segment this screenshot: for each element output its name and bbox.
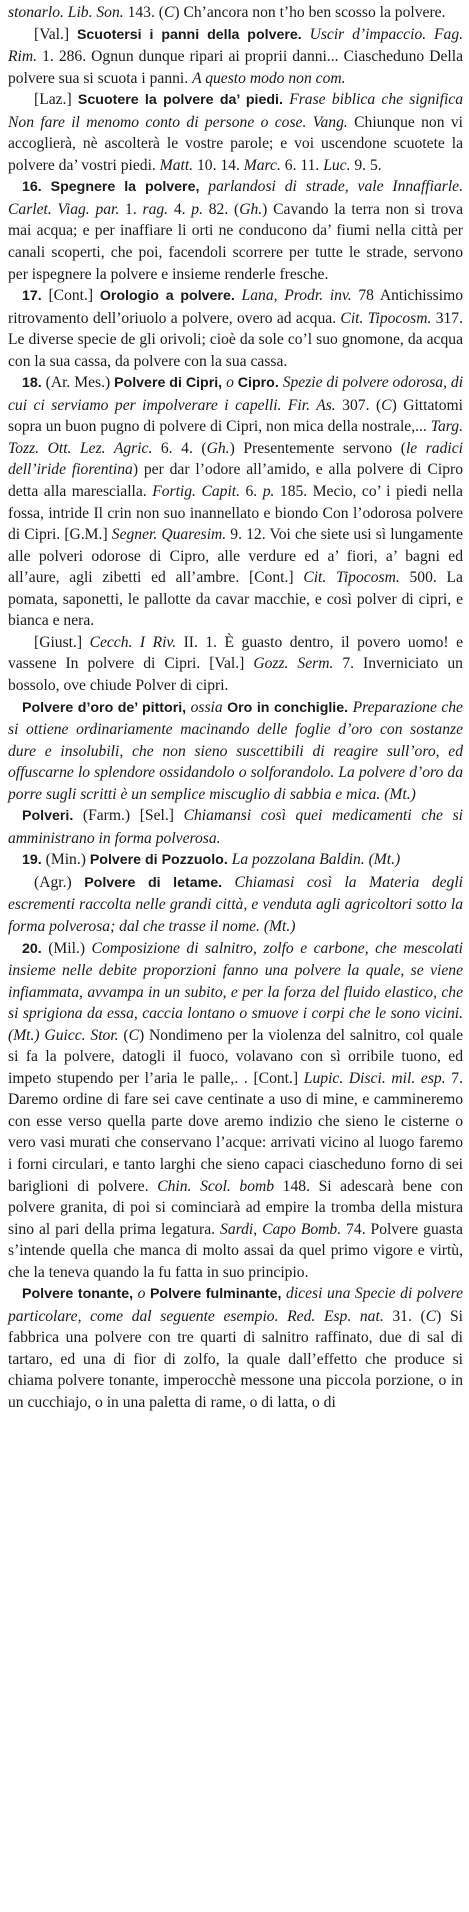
para-18-cipri: 18. (Ar. Mes.) Polvere di Cipri, o Cipro. Spezie di polvere odorosa, di cui ci serviamo per impolverare i capelli. Fir. As. 307. (C) Gittatomi sopra un buon pugno di polvere di Cipri, non mica della nostrale,... Targ. Tozz. Ott. Lez. Agric. 6. 4. (Gh.) Presentemente servono (le radici dell’iride fiorentina) per dar l’odore all’amido, e alla polvere di Cipro detta alla marescialla. Fortig. Capit. 6. p. 185. Mecio, co’ i piedi nella fossa, intride Il crin non suo inannellato e biondo Con l’odorosa polvere di Cipri. [G.M.] Segner. Quaresim. 9. 12. Voi che siete usi sì lungamente alle polveri odorose di Cipro, alle verdure ed a’ fiori, a’ bagni ed all’aure, agli zibetti ed all’ambre. [Cont.] Cit. Tipocosm. 500. La pomata, saponetti, le pallotte da cavar macchie, e così polver di cipri, e bianca e nera. [8, 374, 464, 630]
para-oro-pittori: Polvere d’oro de’ pittori, ossia Oro in conchiglie. Preparazione che si ottiene ordinariamente macinando delle foglie d’oro con sostanze dure e insolubili, che non sieno suscettibili di reagire sull’oro, ed offuscarne lo splendore ossidandolo o solforandolo. La polvere d’oro da porre sugli scritti è un semplice miscuglio di sabbia e mica. (Mt.) [8, 698, 463, 803]
para-20-salnitro: 20. (Mil.) Composizione di salnitro, zolfo e carbone, che mescolati insieme nelle debite proporzioni fanno una polvere la quale, se viene infiammata, avvampa in un subito, e per la forza del fluido elastico, che si sprigiona da essa, caccia lontano o smuove i corpi che le sono vicini. (Mt.) Guicc. Stor. (C) Nondimeno per la violenza del salnitro, col quale si fa la polvere, datogli il fuoco, volavano con sì orribile tuono, ed impeto stupendo per l’aria le palle,. . [Cont.] Lupic. Disci. mil. esp. 7. Daremo ordine di fare sei cave centinate a uso di mine, e cammineremo con esse verso quella parte dove aremo indizio che sieno le cisterne o vero vasi murati che conservano l’acque: arrivati vicino al luogo faremo i forni circulari, e tanto larghi che sieno capaci ciascheduno forno di sei bariglioni di polvere. Chin. Scol. bomb 148. Si adescarà bene con polvere granita, di poi si cominciarà ad empire la tromba della mistura sino al pari della prima legatura. Sardi, Capo Bomb. 74. Polvere guasta s’intende quella che manca di molto assai da quel primo vigore e virtù, che la teneva quando la fu fatta in suo principio. [8, 939, 464, 1281]
para-polveri-farm: Polveri. (Farm.) [Sel.] Chiamansi così quei medicamenti che si amministrano in forma polverosa. [8, 807, 463, 847]
para-tonante: Polvere tonante, o Polvere fulminante, dicesi una Specie di polvere particolare, come dal seguente esempio. Red. Esp. nat. 31. (C) Si fabbrica una polvere con tre quarti di salnitro raffinato, due di sal di tartaro, ed una di fior di zolfo, la quale dall’effetto che produce si chiama polvere tonante, imperocchè messone una piccola porzione, o in un cucchiajo, o in una paletta di rame, o di latta, o di [8, 1285, 464, 1411]
para-giust-cecch: [Giust.] Cecch. I Riv. II. 1. È guasto dentro, il povero uomo! e vassene In polvere di Cipri. [Val.] Gozz. Serm. 7. Inverniciato un bossolo, ove chiude Polver di cipri. [8, 633, 463, 694]
para-17-orologio: 17. [Cont.] Orologio a polvere. Lana, Prodr. inv. 78 Antichissimo ritrovamento dell’oriuolo a polvere, overo ad acqua. Cit. Tipocosm. 317. Le diverse specie de gli orivoli; cioè da sole co’l suo gnomone, da acqua con la sua cassa, da polvere con la sua cassa. [8, 287, 463, 370]
para-letame: (Agr.) Polvere di letame. Chiamasi così la Materia degli escrementi raccolta nelle grandi città, e venduta agli agricoltori sotto la forma polverosa; dal che trasse il nome. (Mt.) [8, 873, 463, 935]
para-scuotersi-panni: [Val.] Scuotersi i panni della polvere. Uscir d’impaccio. Fag. Rim. 1. 286. Ognun dunque ripari ai proprii danni... Ciascheduno Della polvere sua si scuota i panni. A questo modo non com. [8, 25, 464, 87]
para-16-spegnere: 16. Spegnere la polvere, parlandosi di strade, vale Innaffiarle. Carlet. Viag. par. 1. rag. 4. p. 82. (Gh.) Cavando la terra non si trova mai acqua; e per inaffiare li orti ne conducono da’ fiumi nella città per canali scoperti, che poi, facendoli scorrere per tutte le strade, servono per ispegnere la polvere e insieme renderle fresche. [8, 178, 463, 283]
para-19-pozzuolo: 19. (Min.) Polvere di Pozzuolo. La pozzolana Baldin. (Mt.) [22, 851, 401, 869]
para-scuotere-piedi: [Laz.] Scuotere la polvere da’ piedi. Frase biblica che significa Non fare il menomo conto di persone o cose. Vang. Chiunque non vi accoglierà, nè ascolterà le vostre parole; e voi uscendone scuotete la polvere da’ vostri piedi. Matt. 10. 14. Marc. 6. 11. Luc. 9. 5. [8, 91, 464, 174]
para-stonarlo-cont: stonarlo. Lib. Son. 143. (C) Ch’ancora non t’ho ben scosso la polvere. [8, 4, 446, 21]
